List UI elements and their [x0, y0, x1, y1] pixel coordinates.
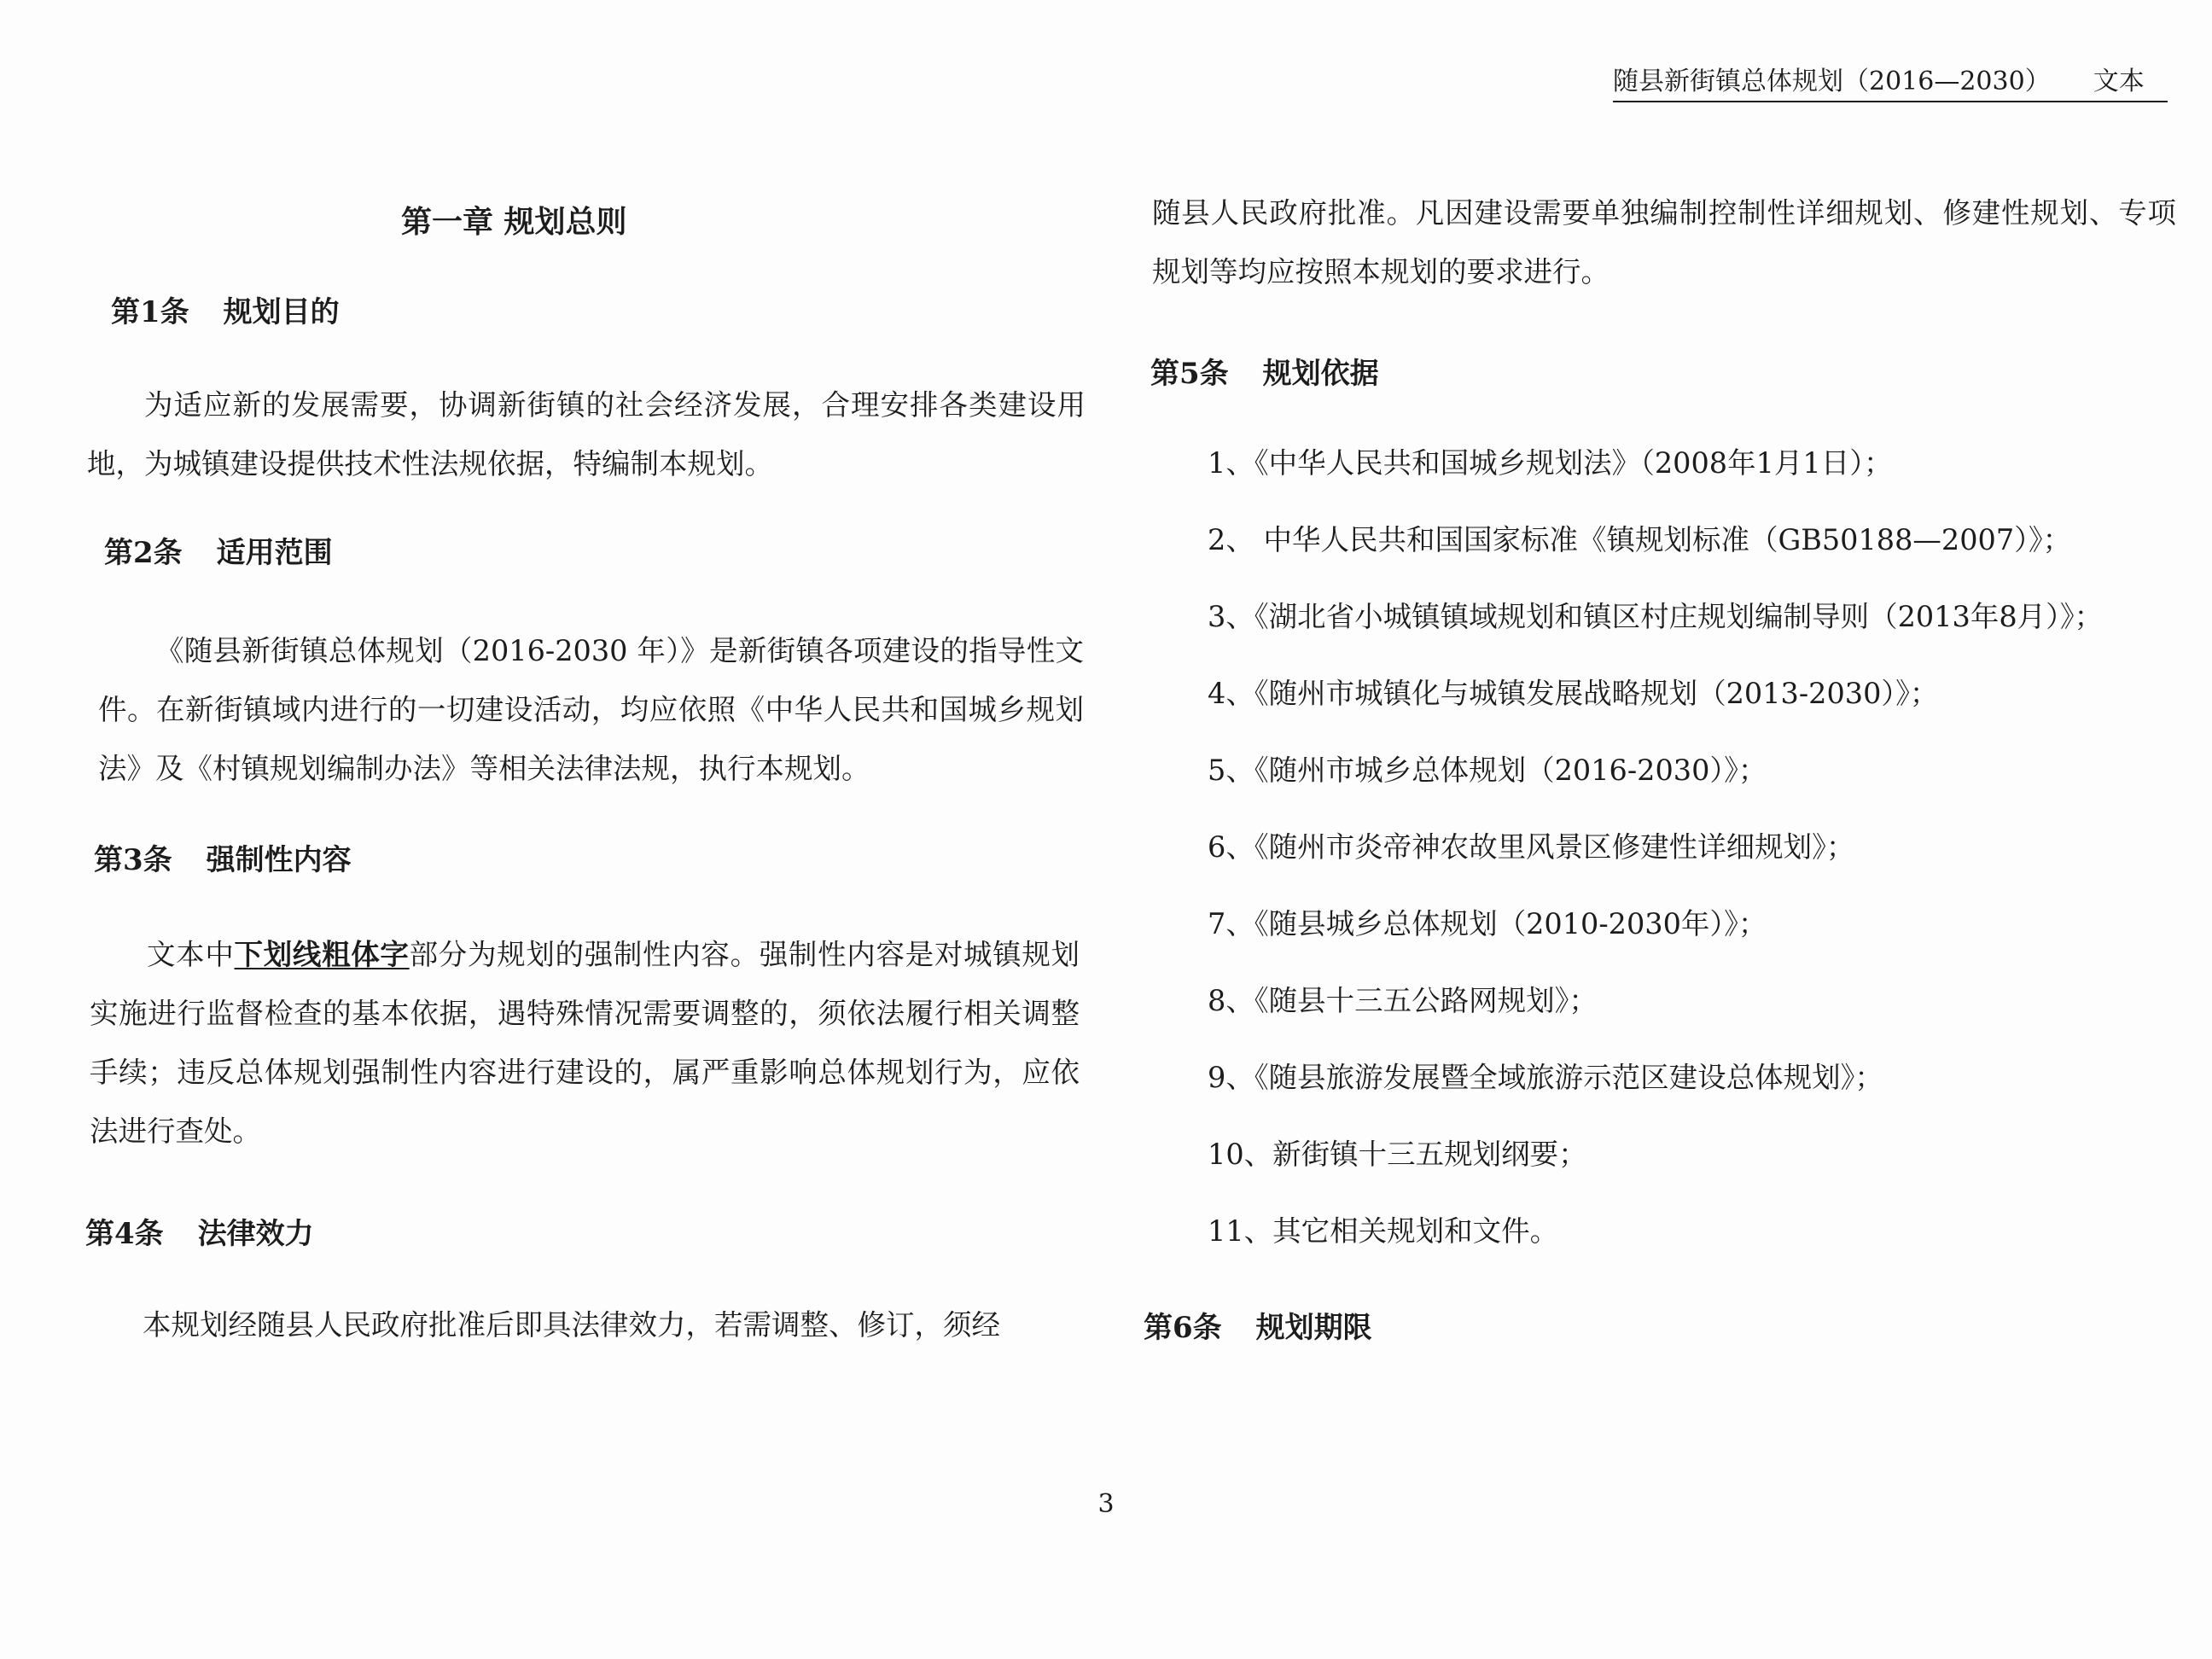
article-4-body: 本规划经随县人民政府批准后即具法律效力，若需调整、修订，须经: [143, 1308, 1000, 1342]
article-3-body-suffix: 部分为规划的强制性内容。强制性内容是对城镇规划实施进行监督检查的基本依据，遇特殊情况需要调整的，须依法履行相关调整手续；违反总体规划强制性内容进行建设的，属严重影响总体规划行为，应依法进行查处。: [90, 938, 1080, 1148]
article-3-body: [90, 925, 1080, 1161]
list-item: 11、其它相关规划和文件。: [1208, 1214, 1559, 1248]
list-item: 4、《随州市城镇化与城镇发展战略规划（2013-2030）》；: [1208, 677, 1939, 710]
article-title: 规划期限: [1255, 1311, 1372, 1345]
article-2-body: 《随县新街镇总体规划（2016-2030 年）》是新街镇各项建设的指导性文件。在新街镇域内进行的一切建设活动，均应依照《中华人民共和国城乡规划法》及《村镇规划编制办法》等相关法律法规，执行本规划。: [98, 634, 1084, 785]
list-item: 7、《随县城乡总体规划（2010-2030年）》；: [1208, 907, 1767, 940]
article-5-heading: [1150, 350, 1379, 392]
article-1-body: 为适应新的发展需要，协调新街镇的社会经济发展，合理安排各类建设用地，为城镇建设提供技术性法规依据，特编制本规划。: [87, 388, 1086, 480]
list-item: 10、新街镇十三五规划纲要；: [1208, 1138, 1587, 1171]
article-number: 第2条: [104, 536, 183, 570]
article-1-heading: [111, 288, 340, 330]
article-number: 第3条: [94, 843, 172, 877]
article-number: 第1条: [111, 295, 189, 329]
article-3-body-prefix: 文本中: [147, 938, 235, 971]
article-4-heading: [85, 1210, 314, 1252]
article-number: 第5条: [1150, 357, 1229, 391]
header-title: 随县新街镇总体规划（2016—2030）: [1613, 67, 2051, 96]
article-title: 规划目的: [223, 295, 340, 329]
list-item: 8、《随县十三五公路网规划》；: [1208, 984, 1598, 1017]
article-title: 规划依据: [1262, 357, 1379, 391]
article-6-heading: [1144, 1304, 1372, 1346]
list-item: 6、《随州市炎帝神农故里风景区修建性详细规划》；: [1208, 830, 1855, 864]
header-label: 文本: [2093, 67, 2145, 96]
article-number: 第4条: [85, 1217, 164, 1251]
list-item: 3、《湖北省小城镇镇域规划和镇区村庄规划编制导则（2013年8月）》；: [1208, 600, 2104, 633]
article-2-heading: [104, 529, 333, 571]
page-number: 3: [1097, 1489, 1115, 1519]
list-item: 1、《中华人民共和国城乡规划法》（2008年1月1日）；: [1208, 446, 1893, 480]
article-3-heading: [94, 836, 352, 878]
list-item: 2、 中华人民共和国国家标准《镇规划标准（GB50188—2007）》；: [1208, 523, 2072, 556]
article-title: 适用范围: [216, 536, 333, 570]
chapter-title: 第一章 规划总则: [401, 204, 627, 240]
article-title: 法律效力: [197, 1217, 314, 1251]
list-item: 9、《随县旅游发展暨全域旅游示范区建设总体规划》；: [1208, 1061, 1883, 1094]
mandatory-emphasis: 下划线粗体字: [234, 938, 410, 971]
article-number: 第6条: [1144, 1311, 1222, 1345]
running-header: [1613, 60, 2168, 102]
list-item: 5、《随州市城乡总体规划（2016-2030）》；: [1208, 754, 1767, 787]
article-title: 强制性内容: [206, 843, 352, 877]
article-4-continued: 随县人民政府批准。凡因建设需要单独编制控制性详细规划、修建性规划、专项规划等均应按照本规划的要求进行。: [1152, 196, 2176, 288]
